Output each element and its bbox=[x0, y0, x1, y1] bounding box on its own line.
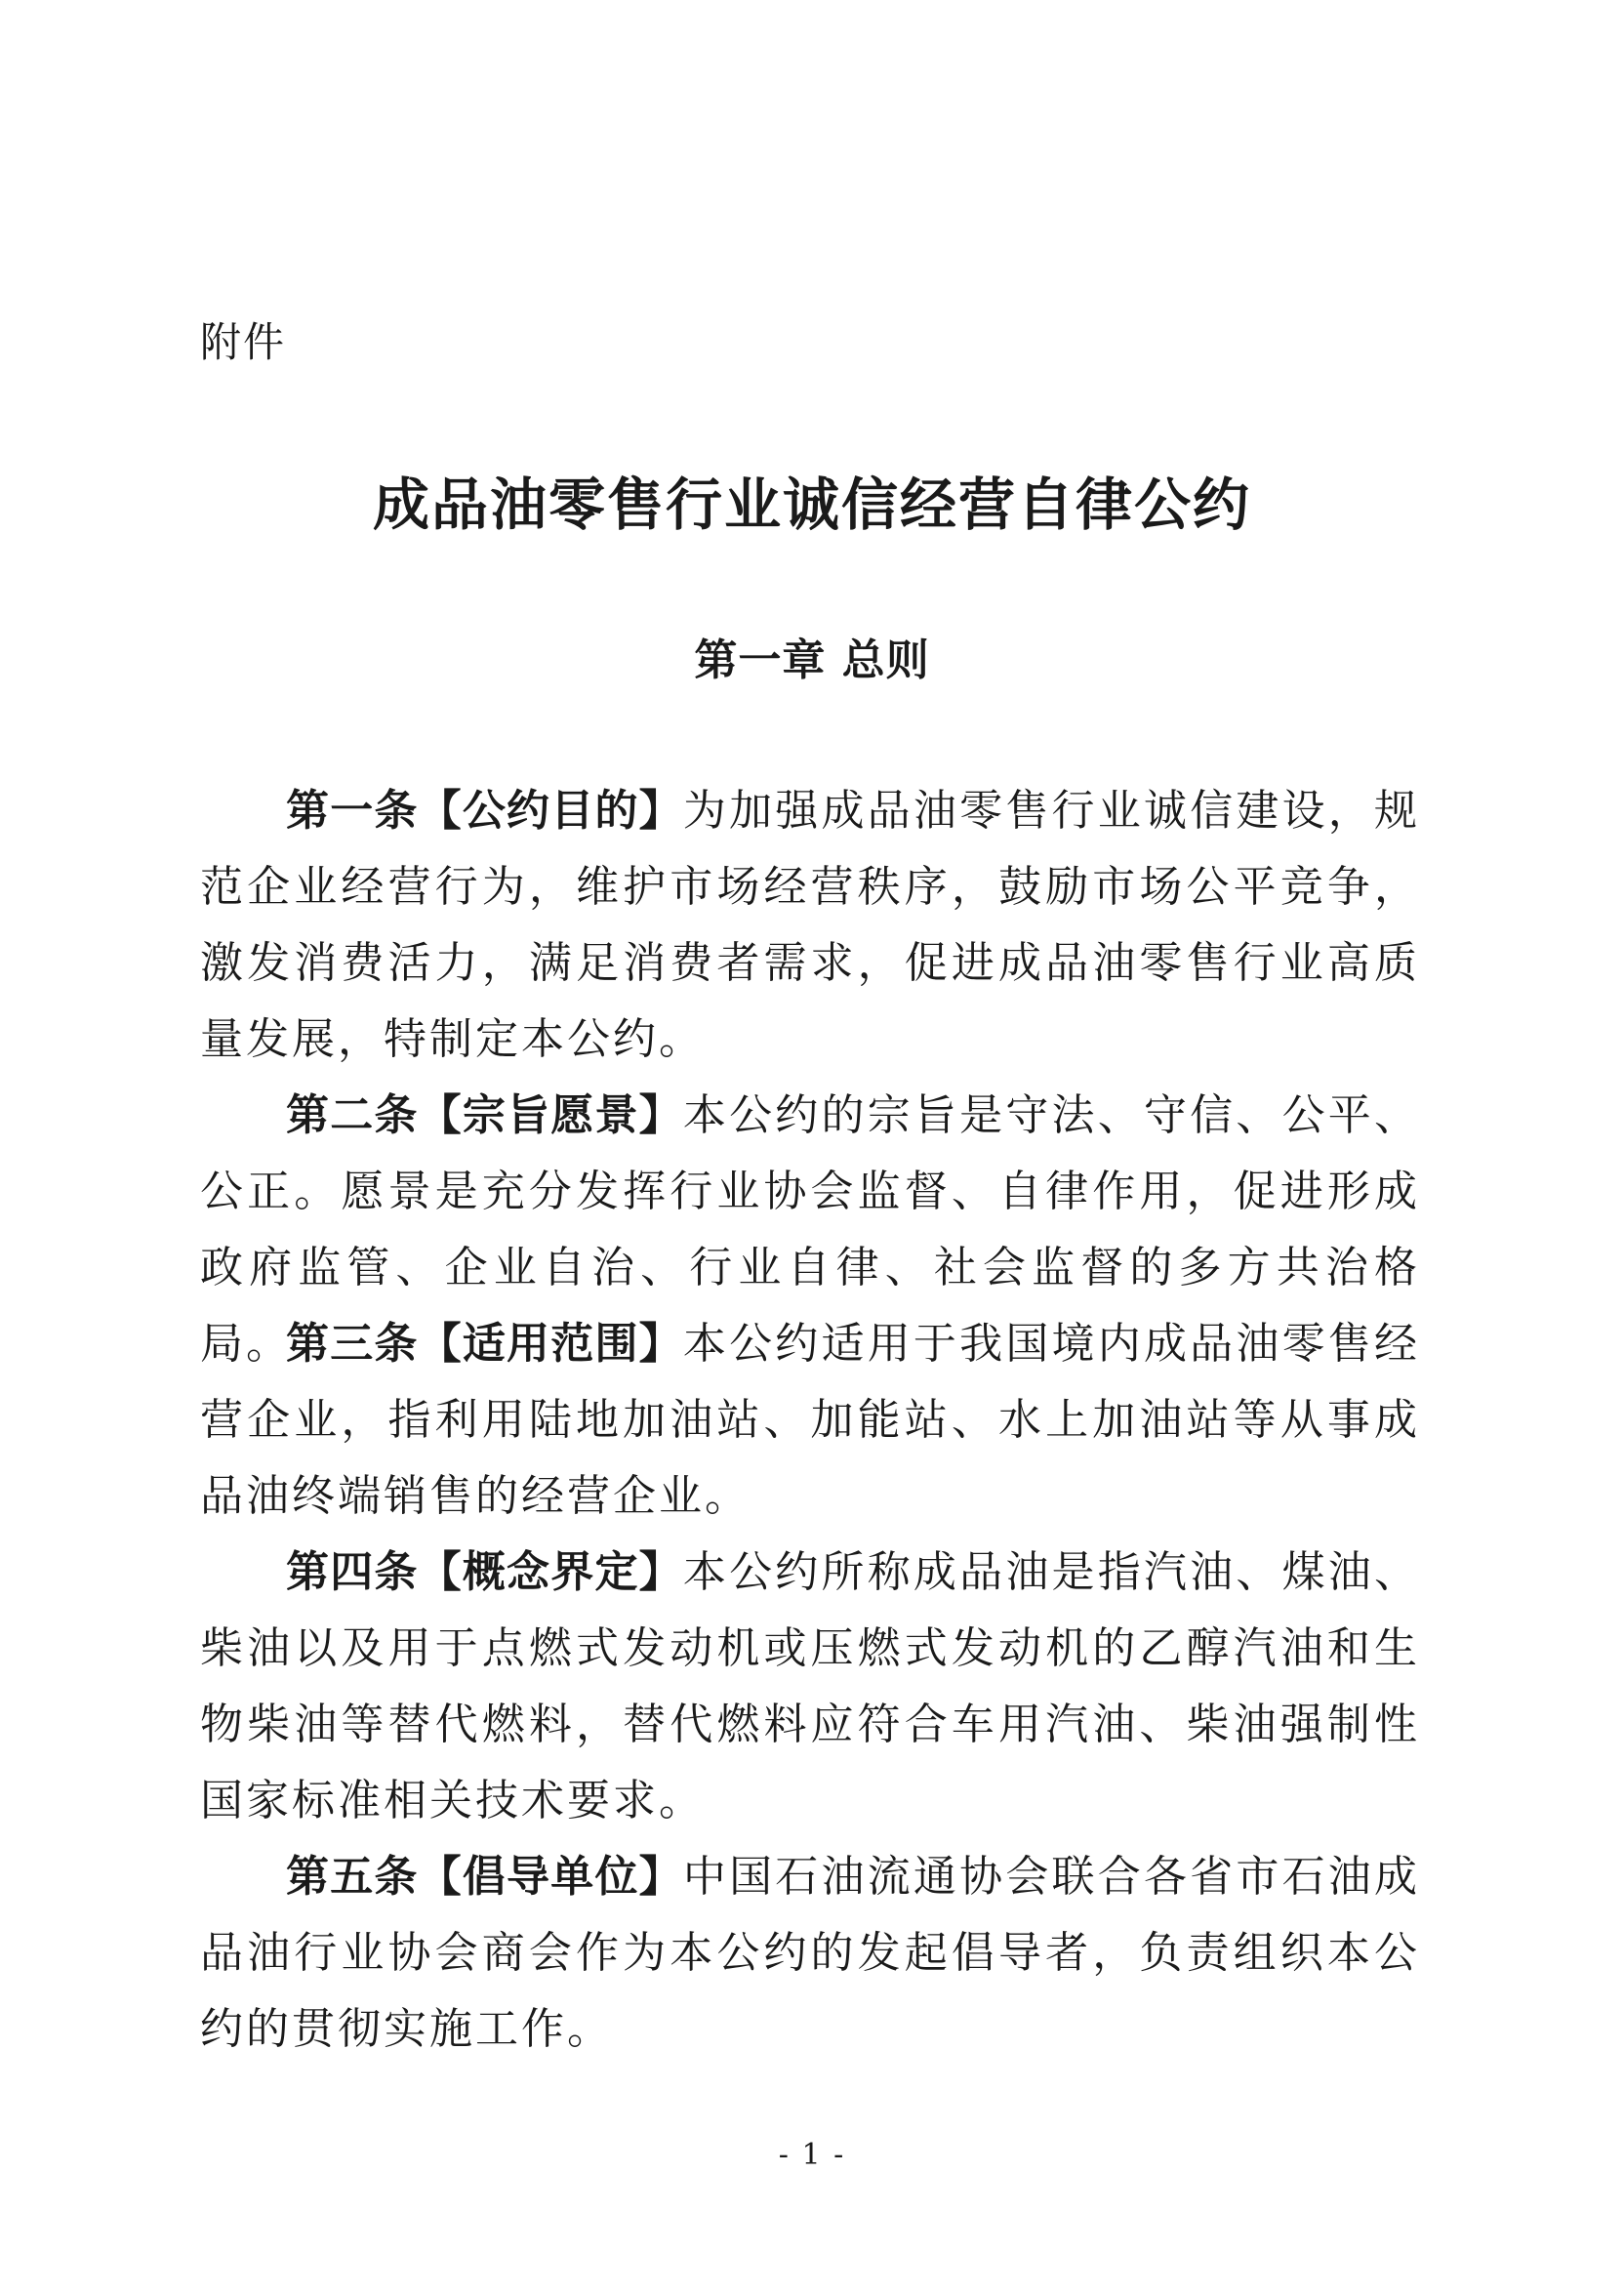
article-number: 第三条 bbox=[286, 1319, 419, 1369]
article-text: 本公约适用于我国境内成品油零售经营企业，指利用陆地加油站、加能站、水上加油站等从事成品油终端销售的经营企业。 bbox=[200, 1319, 1420, 1521]
article-1 bbox=[200, 773, 1420, 1078]
article-paragraph bbox=[200, 1839, 1420, 2068]
article-heading: 【概念界定】 bbox=[418, 1547, 683, 1597]
page-number: - 1 - bbox=[778, 2138, 846, 2172]
article-paragraph bbox=[200, 1535, 1420, 1839]
article-text: 中国石油流通协会联合各省市石油成品油行业协会商会作为本公约的发起倡导者，负责组织本公约的贯彻实施工作。 bbox=[200, 1852, 1420, 2054]
article-heading: 【适用范围】 bbox=[418, 1319, 683, 1369]
article-heading: 【倡导单位】 bbox=[418, 1852, 683, 1902]
article-text: 为加强成品油零售行业诚信建设，规范企业经营行为，维护市场经营秩序，鼓励市场公平竞争，激发消费活力，满足消费者需求，促进成品油零售行业高质量发展，特制定本公约。 bbox=[200, 786, 1420, 1064]
article-paragraph bbox=[200, 1306, 1420, 1535]
article-heading: 【公约目的】 bbox=[418, 786, 683, 836]
attachment-label: 附件 bbox=[200, 318, 287, 366]
article-paragraph bbox=[200, 773, 1420, 1078]
article-3 bbox=[200, 1306, 1420, 1535]
article-number: 第四条 bbox=[286, 1547, 419, 1597]
article-text: 本公约的宗旨是守法、守信、公平、公正。愿景是充分发挥行业协会监督、自律作用，促进形成政府监管、企业自治、行业自律、社会监督的多方共治格局。 bbox=[200, 1090, 1420, 1369]
document-title: 成品油零售行业诚信经营自律公约 bbox=[372, 472, 1251, 538]
article-heading: 【宗旨愿景】 bbox=[418, 1090, 683, 1140]
chapter-title: 第一章 总则 bbox=[694, 636, 930, 685]
article-number: 第五条 bbox=[286, 1852, 419, 1902]
article-5 bbox=[200, 1839, 1420, 2068]
article-number: 第二条 bbox=[286, 1090, 419, 1140]
article-number: 第一条 bbox=[286, 786, 419, 836]
article-text: 本公约所称成品油是指汽油、煤油、柴油以及用于点燃式发动机或压燃式发动机的乙醇汽油和生物柴油等替代燃料，替代燃料应符合车用汽油、柴油强制性国家标准相关技术要求。 bbox=[200, 1547, 1420, 1825]
article-4 bbox=[200, 1535, 1420, 1839]
